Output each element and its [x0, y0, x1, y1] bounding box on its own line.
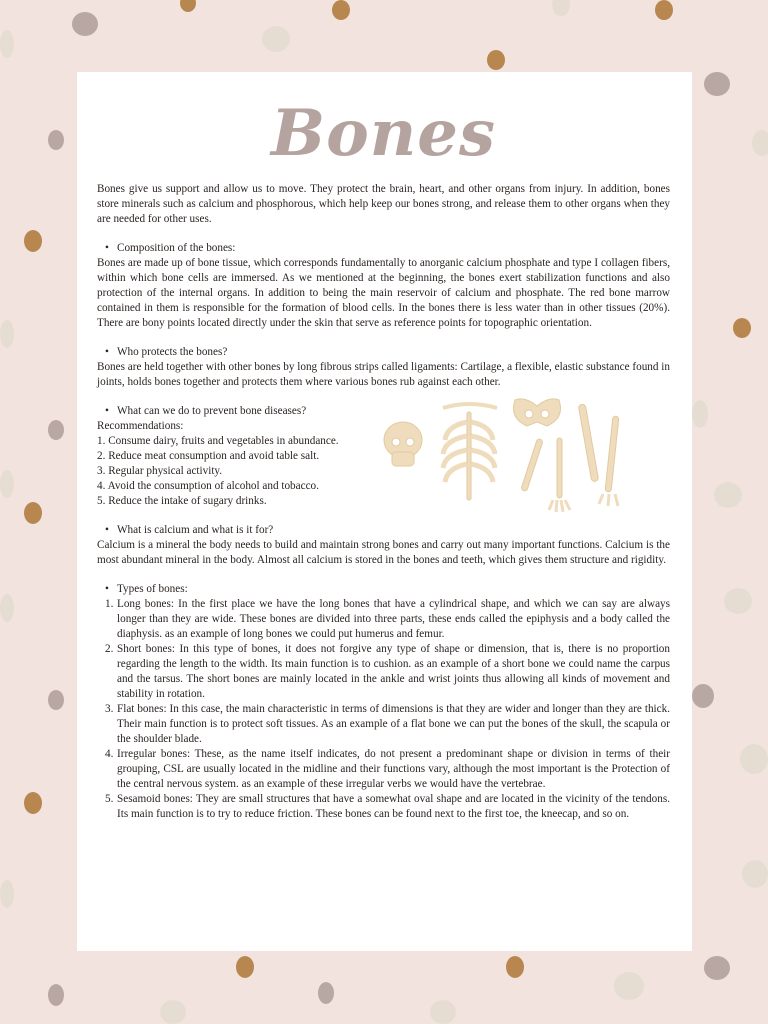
intro-paragraph: Bones give us support and allow us to move. They protect the brain, heart, and other organs from injury. In addition, bones store minerals such as calcium and phosphorous, which help keep our bones strong, and release them to other organs when they are needed for other uses.	[97, 183, 670, 225]
calcium-paragraph: Calcium is a mineral the body needs to build and maintain strong bones and carry out many important functions. Calcium is the most abundant mineral in the body. Almost all calcium is stored in the bones and teeth, which gives them structure and rigidity.	[97, 539, 670, 566]
recommendations-label: Recommendations:	[97, 420, 184, 432]
composition-heading: • Composition of the bones:	[97, 241, 670, 256]
protects-heading: • Who protects the bones?	[97, 345, 670, 360]
list-item: 5. Sesamoid bones: They are small structures that have a somewhat oval shape and are located in the vicinity of the tendons. Its main function is to try to reduce friction. These bones can be found next to the first toe, the kneecap, and so on.	[105, 793, 670, 820]
recommendation-item: 5. Reduce the intake of sugary drinks.	[97, 495, 267, 507]
protects-paragraph: Bones are held together with other bones by long fibrous strips called ligaments: Cartilage, a flexible, elastic substance found in joints, holds bones together and protects them where various bones rub against each other.	[97, 361, 670, 388]
types-heading: • Types of bones:	[97, 582, 670, 597]
list-item: 4. Irregular bones: These, as the name itself indicates, do not present a predominant shape or division in terms of their grouping, CSL are usually located in the midline and their functions vary, although the most important is the Protection of the central nervous system. as an example of these irregular verbs we would have the vertebrae.	[105, 748, 670, 790]
recommendation-item: 3. Regular physical activity.	[97, 465, 223, 477]
leg-bone-icon	[578, 404, 619, 506]
bone-types-list	[97, 597, 670, 822]
arm-bone-icon	[521, 438, 570, 512]
recommendation-item: 1. Consume dairy, fruits and vegetables in abundance.	[97, 435, 339, 447]
composition-paragraph: Bones are made up of bone tissue, which corresponds fundamentally to anorganic calcium phosphate and type I collagen fibers, within which bone cells are immersed. As we mentioned at the beginning, the bones exert stabilization functions and also protection of the internal organs. In addition to being the main reservoir of calcium and phosphate. The red bone marrow contained in them is responsible for the formation of blood cells. In the bones there is less water than in other tissues (20%). There are bony points located directly under the skin that serve as reference points for topographic orientation.	[97, 257, 670, 329]
ribcage-icon	[443, 404, 497, 500]
recommendation-item: 4. Avoid the consumption of alcohol and tobacco.	[97, 480, 319, 492]
pelvis-icon	[514, 399, 561, 426]
skull-icon	[384, 422, 422, 466]
page-title: Bones	[270, 96, 497, 171]
prevent-section	[97, 404, 670, 509]
calcium-heading: • What is calcium and what is it for?	[97, 523, 670, 538]
list-item: 3. Flat bones: In this case, the main characteristic in terms of dimensions is that they are wider and longer than they are thick. Their main function is to protect soft tissues. As an example of a flat bone we can put the bones of the skull, the scapula or the shoulder blade.	[105, 703, 670, 745]
document-card	[77, 72, 692, 951]
recommendation-item: 2. Reduce meat consumption and avoid table salt.	[97, 450, 320, 462]
list-item: 1. Long bones: In the first place we have the long bones that have a cylindrical shape, and which we can say are always longer than they are wide. These bones are divided into three parts, these ends called the epiphysis and a body called the diaphysis. as an example of long bones we could put humerus and femur.	[105, 598, 670, 640]
prevent-heading: • What can we do to prevent bone diseases?	[97, 404, 670, 419]
list-item: 2. Short bones: In this type of bones, it does not forgive any type of shape or dimension, that is, there is no proportion regarding the length to the width. Its main function is to cushion. as an example of a short bone we could name the carpus and the tarsus. The short bones are mainly located in the ankle and wrist joints thus allowing all kinds of movement and stability in rotation.	[105, 643, 670, 700]
skeleton-illustration	[383, 396, 643, 526]
